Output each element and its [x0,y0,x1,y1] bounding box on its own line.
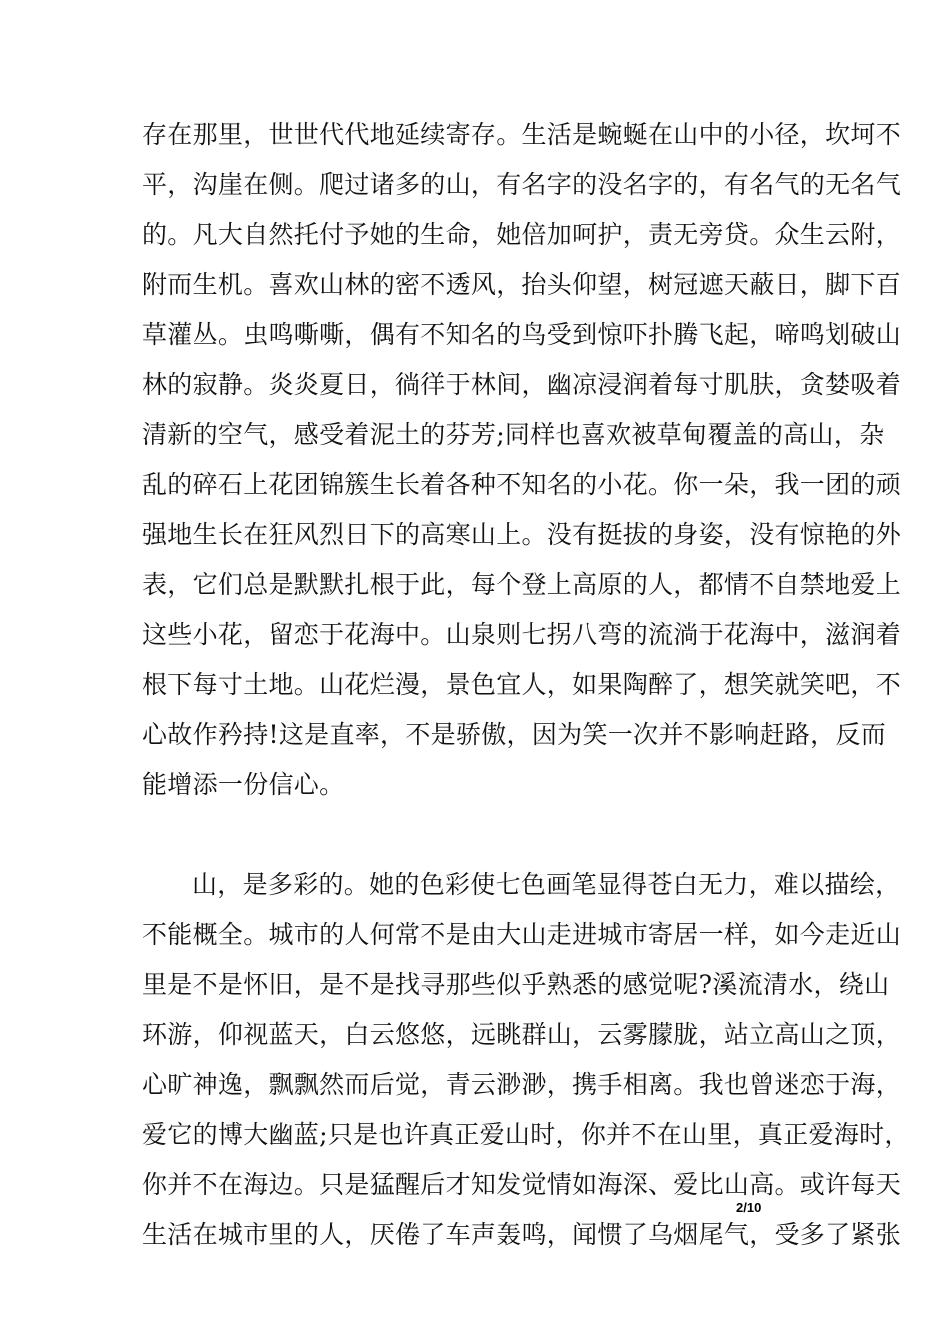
page-number: 2/10 [736,1200,762,1215]
paragraph-1 [142,110,902,810]
text-line: 山，是多彩的。她的色彩使七色画笔显得苍白无力，难以描绘， [192,870,901,899]
text-line: 清新的空气，感受着泥土的芬芳;同样也喜欢被草甸覆盖的高山，杂 [142,420,885,449]
text-line: 平，沟崖在侧。爬过诸多的山，有名字的没名字的，有名气的无名气 [142,170,902,199]
text-line: 的。凡大自然托付予她的生命，她倍加呵护，责无旁贷。众生云附， [142,220,902,249]
text-line: 心故作矜持!这是直率，不是骄傲，因为笑一次并不影响赶路，反而 [142,720,887,749]
text-line: 表，它们总是默默扎根于此，每个登上高原的人，都情不自禁地爱上 [142,570,902,599]
text-line: 林的寂静。炎炎夏日，徜徉于林间，幽凉浸润着每寸肌肤，贪婪吸着 [142,370,902,399]
text-line: 环游，仰视蓝天，白云悠悠，远眺群山，云雾朦胧，站立高山之顶， [142,1020,902,1049]
text-line: 不能概全。城市的人何常不是由大山走进城市寄居一样，如今走近山 [142,920,902,949]
text-line: 心旷神逸，飘飘然而后觉，青云渺渺，携手相离。我也曾迷恋于海， [142,1070,902,1099]
text-line: 附而生机。喜欢山林的密不透风，抬头仰望，树冠遮天蔽日，脚下百 [142,270,902,299]
text-line: 生活在城市里的人，厌倦了车声轰鸣，闻惯了乌烟尾气，受多了紧张 [142,1220,902,1249]
text-line: 里是不是怀旧，是不是找寻那些似乎熟悉的感觉呢?溪流清水，绕山 [142,970,890,999]
text-line: 根下每寸土地。山花烂漫，景色宜人，如果陶醉了，想笑就笑吧，不 [142,670,902,699]
text-line: 爱它的博大幽蓝;只是也许真正爱山时，你并不在山里，真正爱海时， [142,1120,910,1149]
text-line: 你并不在海边。只是猛醒后才知发觉情如海深、爱比山高。或许每天 [142,1170,902,1199]
paragraph-2 [142,860,910,1260]
text-line: 强地生长在狂风烈日下的高寒山上。没有挺拔的身姿，没有惊艳的外 [142,520,902,549]
text-line: 能增添一份信心。 [142,770,345,799]
text-line: 乱的碎石上花团锦簇生长着各种不知名的小花。你一朵，我一团的顽 [142,470,902,499]
text-line: 存在那里，世世代代地延续寄存。生活是蜿蜒在山中的小径，坎坷不 [142,120,902,149]
text-line: 草灌丛。虫鸣嘶嘶，偶有不知名的鸟受到惊吓扑腾飞起，啼鸣划破山 [142,320,902,349]
body-text [142,110,910,1260]
paragraph-gap [142,810,812,860]
text-line: 这些小花，留恋于花海中。山泉则七拐八弯的流淌于花海中，滋润着 [142,620,902,649]
